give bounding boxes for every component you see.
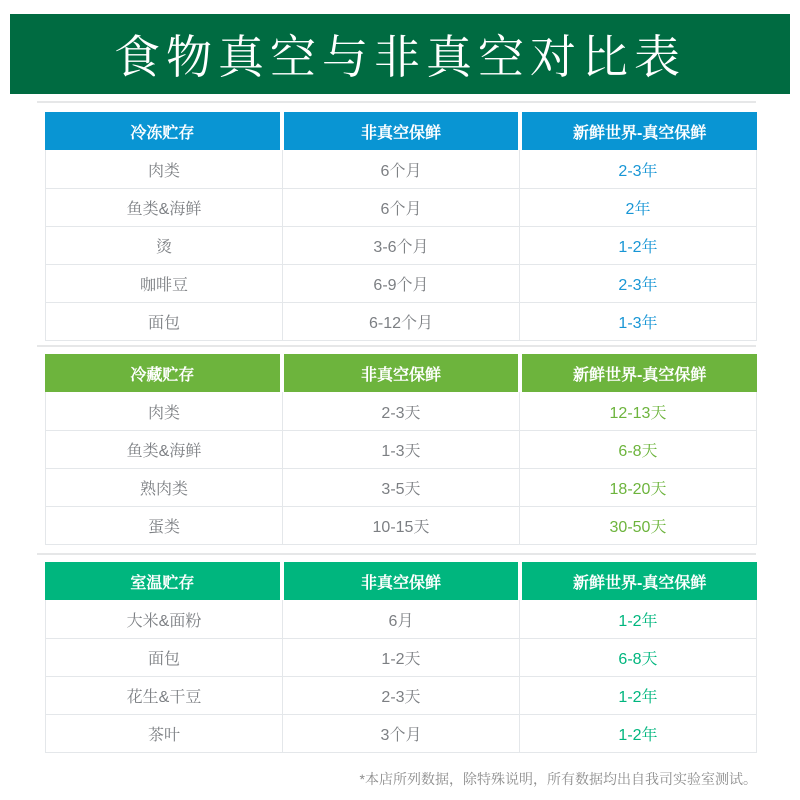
table-row: [46, 150, 756, 188]
footnote: *本店所列数据，除特殊说明，所有数据均出自我司实验室测试。: [359, 771, 757, 787]
title-banner: [10, 14, 790, 94]
table-header-row: [45, 562, 757, 600]
non-vacuum-cell: 1-3天: [282, 431, 519, 468]
non-vacuum-cell: 6月: [282, 600, 519, 638]
non-vacuum-cell: 6个月: [282, 189, 519, 226]
item-cell: 花生&干豆: [126, 689, 202, 706]
table-row: [46, 302, 756, 340]
table-top-divider: [37, 345, 756, 347]
vacuum-cell: 6-8天: [519, 431, 756, 468]
item-cell: 肉类: [147, 162, 180, 180]
non-vacuum-cell: 2-3天: [282, 392, 519, 430]
column-header-category: 冷冻贮存: [45, 112, 280, 150]
table-row: [46, 638, 756, 676]
vacuum-cell: 1-2年: [519, 600, 756, 638]
room-temp-storage-table: [45, 562, 757, 753]
column-header-vacuum: 新鲜世界-真空保鲜: [522, 562, 757, 600]
column-header-non-vacuum: 非真空保鲜: [284, 562, 519, 600]
item-cell: 鱼类&海鲜: [126, 443, 202, 460]
vacuum-cell: 30-50天: [519, 507, 756, 544]
table-row: [46, 430, 756, 468]
chilled-storage-table: [45, 354, 757, 545]
page-title: 食物真空与非真空对比表: [114, 31, 686, 83]
item-cell: 面包: [147, 315, 180, 332]
item-cell: 烫: [155, 239, 172, 256]
item-cell: 大米&面粉: [126, 612, 202, 630]
column-header-vacuum: 新鲜世界-真空保鲜: [522, 354, 757, 392]
item-cell: 面包: [147, 651, 180, 668]
vacuum-cell: 6-8天: [519, 639, 756, 676]
table-row: [46, 600, 756, 638]
table-body: [45, 150, 757, 341]
table-body: [45, 392, 757, 545]
vacuum-cell: 2年: [519, 189, 756, 226]
vacuum-cell: 12-13天: [519, 392, 756, 430]
non-vacuum-cell: 6个月: [282, 150, 519, 188]
table-row: [46, 264, 756, 302]
column-header-non-vacuum: 非真空保鲜: [284, 354, 519, 392]
item-cell: 熟肉类: [139, 481, 188, 498]
non-vacuum-cell: 6-9个月: [282, 265, 519, 302]
column-header-category: 冷藏贮存: [45, 354, 280, 392]
non-vacuum-cell: 1-2天: [282, 639, 519, 676]
non-vacuum-cell: 3个月: [282, 715, 519, 752]
non-vacuum-cell: 10-15天: [282, 507, 519, 544]
frozen-storage-table: [45, 112, 757, 341]
item-cell: 咖啡豆: [139, 277, 188, 294]
column-header-category: 室温贮存: [45, 562, 280, 600]
non-vacuum-cell: 6-12个月: [282, 303, 519, 340]
vacuum-cell: 2-3年: [519, 150, 756, 188]
non-vacuum-cell: 3-5天: [282, 469, 519, 506]
table-body: [45, 600, 757, 753]
non-vacuum-cell: 2-3天: [282, 677, 519, 714]
table-top-divider: [37, 553, 756, 555]
vacuum-cell: 1-2年: [519, 715, 756, 752]
item-cell: 蛋类: [147, 519, 180, 536]
non-vacuum-cell: 3-6个月: [282, 227, 519, 264]
column-header-vacuum: 新鲜世界-真空保鲜: [522, 112, 757, 150]
item-cell: 鱼类&海鲜: [126, 201, 202, 218]
item-cell: 肉类: [147, 404, 180, 422]
vacuum-cell: 18-20天: [519, 469, 756, 506]
vacuum-cell: 1-3年: [519, 303, 756, 340]
table-row: [46, 468, 756, 506]
vacuum-cell: 1-2年: [519, 677, 756, 714]
table-row: [46, 714, 756, 752]
vacuum-cell: 2-3年: [519, 265, 756, 302]
table-top-divider: [37, 101, 756, 103]
table-row: [46, 188, 756, 226]
column-header-non-vacuum: 非真空保鲜: [284, 112, 519, 150]
table-row: [46, 392, 756, 430]
table-header-row: [45, 354, 757, 392]
table-row: [46, 506, 756, 544]
table-row: [46, 676, 756, 714]
table-row: [46, 226, 756, 264]
item-cell: 茶叶: [147, 727, 180, 744]
vacuum-cell: 1-2年: [519, 227, 756, 264]
table-header-row: [45, 112, 757, 150]
